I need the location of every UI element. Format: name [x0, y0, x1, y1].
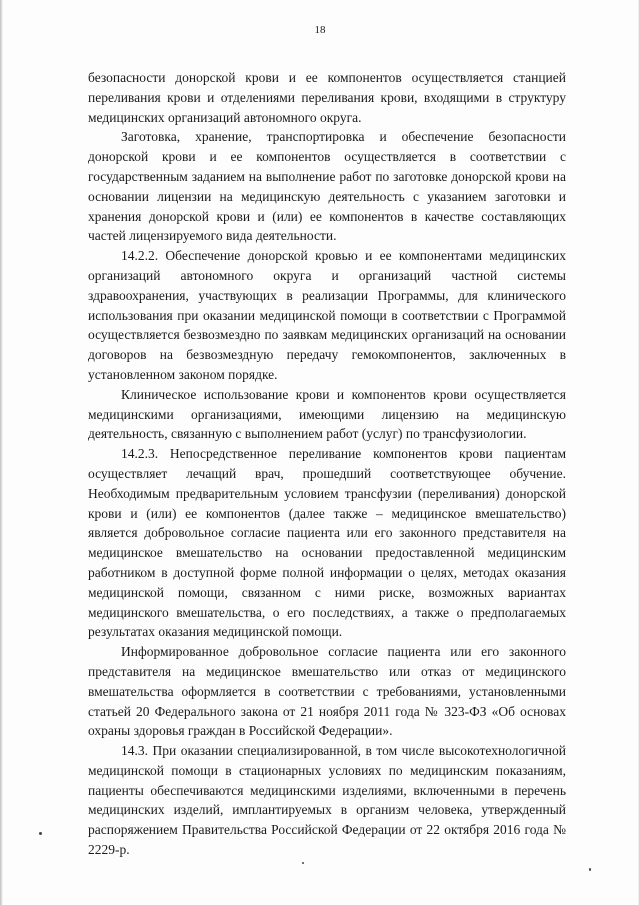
page-number: 18: [314, 24, 326, 36]
paragraph-blood-procurement: Заготовка, хранение, транспортировка и обеспечение безопасности донорской крови и ее компонентов осуществляется в соответствии с государственным заданием на выполнение работ по заготовке донорской крови на основании лицензии на медицинскую деятельность с указанием заготовки и хранения донорской крови и (или) ее компонентов в качестве составляющих частей лицензируемого вида деятельности.: [88, 129, 566, 244]
paragraph-14-3: 14.3. При оказании специализированной, в том числе высокотехнологичной медицинской помощи в стационарных условиях по медицинским показаниям, пациенты обеспечиваются медицинскими изделиями, включенными в перечень медицинских изделий, имплантируемых в организм человека, утвержденный распоряжением Правительства Российской Федерации от 22 октября 2016 года № 2229-р.: [88, 743, 566, 858]
scan-speck: [302, 862, 304, 864]
paragraph-14-2-2: 14.2.2. Обеспечение донорской кровью и ее компонентами медицинских организаций автономного округа и организаций частной системы здравоохранения, участвующих в реализации Программы, для клинического использования при оказании медицинской помощи в соответствии с Программой осуществляется безвозмездно по заявкам медицинских организаций на основании договоров на безвозмездную передачу гемокомпонентов, заключенных в установленном законом порядке.: [88, 248, 566, 382]
paragraph-clinical-use: Клиническое использование крови и компонентов крови осуществляется медицинскими организациями, имеющими лицензию на медицинскую деятельность, связанную с выполнением работ (услуг) по трансфузиологии.: [88, 386, 566, 442]
paragraph-14-2-3: 14.2.3. Непосредственное переливание компонентов крови пациентам осуществляет лечащий врач, прошедший соответствующее обучение. Необходимым предварительным условием трансфузии (переливания) донорской крови и (или) ее компонентов (далее также – медицинское вмешательство) является добровольное согласие пациента или его законного представителя на медицинское вмешательство на основании предоставленной медицинским работником в доступной форме полной информации о целях, методах оказания медицинской помощи, связанном с ними риске, возможных вариантах медицинского вмешательства, о его последствиях, а также о предполагаемых результатах оказания медицинской помощи.: [88, 446, 566, 640]
document-body: [88, 68, 566, 860]
scan-edge-left: [0, 0, 3, 905]
scan-speck: [589, 868, 591, 871]
paragraph-continuation: безопасности донорской крови и ее компонентов осуществляется станцией переливания крови и отделениями переливания крови, входящими в структуру медицинских организаций автономного округа.: [88, 70, 566, 125]
scan-speck: [39, 832, 42, 835]
paragraph-informed-consent: Информированное добровольное согласие пациента или его законного представителя на медицинское вмешательство или отказ от медицинского вмешательства оформляется в соответствии с требованиями, установленными статьей 20 Федерального закона от 21 ноября 2011 года № 323-ФЗ «Об основах охраны здоровья граждан в Российской Федерации».: [88, 644, 566, 739]
